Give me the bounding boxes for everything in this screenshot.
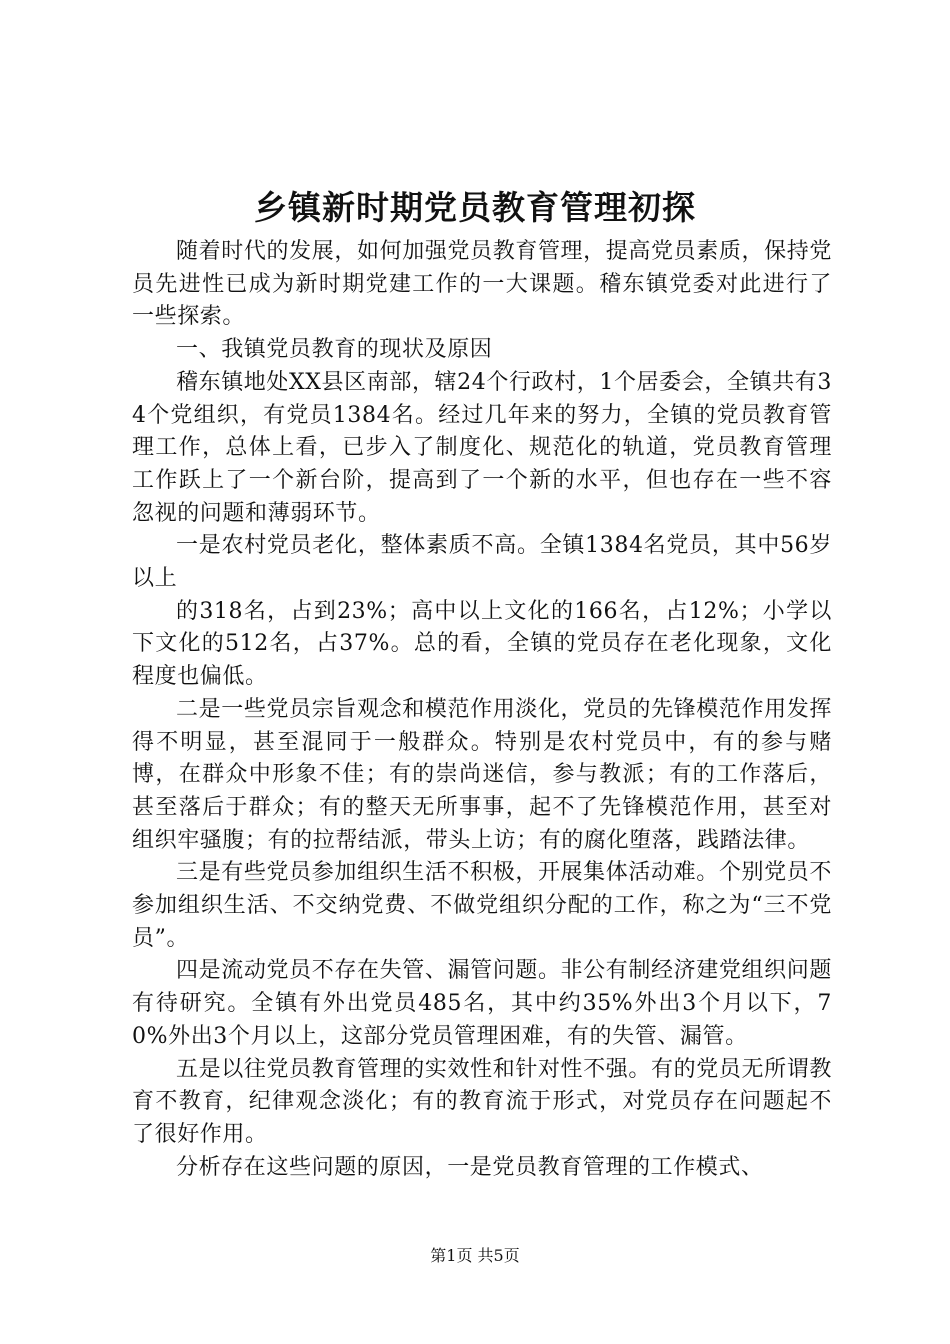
paragraph-point-one-continued: 的318名，占到23%；高中以上文化的166名，占12%；小学以下文化的512名，占37%。总的看，全镇的党员存在老化现象，文化程度也偏低。 <box>132 598 832 690</box>
paragraph-point-two: 二是一些党员宗旨观念和模范作用淡化，党员的先锋模范作用发挥得不明显，甚至混同于一般群众。特别是农村党员中，有的参与赌博，在群众中形象不佳；有的崇尚迷信，参与教派；有的工作落后，甚至落后于群众；有的整天无所事事，起不了先锋模范作用，甚至对组织牢骚腹；有的拉帮结派，带头上访；有的腐化堕落，践踏法律。 <box>132 696 832 853</box>
paragraph-point-three: 三是有些党员参加组织生活不积极，开展集体活动难。个别党员不参加组织生活、不交纳党费、不做党组织分配的工作，称之为“三不党员”。 <box>132 860 832 951</box>
paragraph-point-one: 一是农村党员老化，整体素质不高。全镇1384名党员，其中56岁以上 <box>132 533 832 592</box>
section-heading: 一、我镇党员教育的现状及原因 <box>176 337 493 363</box>
paragraph-point-five: 五是以往党员教育管理的实效性和针对性不强。有的党员无所谓教育不教育，纪律观念淡化；有的教育流于形式，对党员存在问题起不了很好作用。 <box>132 1056 832 1147</box>
paragraph-intro: 随着时代的发展，如何加强党员教育管理，提高党员素质，保持党员先进性已成为新时期党建工作的一大课题。稽东镇党委对此进行了一些探索。 <box>132 239 832 330</box>
page-number: 第1页 共5页 <box>430 1246 520 1265</box>
document-body <box>132 236 832 1184</box>
paragraph-overview: 稽东镇地处XX县区南部，辖24个行政村，1个居委会，全镇共有34个党组织，有党员1384名。经过几年来的努力，全镇的党员教育管理工作，总体上看，已步入了制度化、规范化的轨道，党员教育管理工作跃上了一个新台阶，提高到了一个新的水平，但也存在一些不容忽视的问题和薄弱环节。 <box>132 369 832 526</box>
paragraph-analysis: 分析存在这些问题的原因，一是党员教育管理的工作模式、 <box>176 1154 764 1180</box>
paragraph-point-four: 四是流动党员不存在失管、漏管问题。非公有制经济建党组织问题有待研究。全镇有外出党员485名，其中约35%外出3个月以下，70%外出3个月以上，这部分党员管理困难，有的失管、漏管。 <box>132 958 832 1049</box>
document-title: 乡镇新时期党员教育管理初探 <box>254 188 696 227</box>
